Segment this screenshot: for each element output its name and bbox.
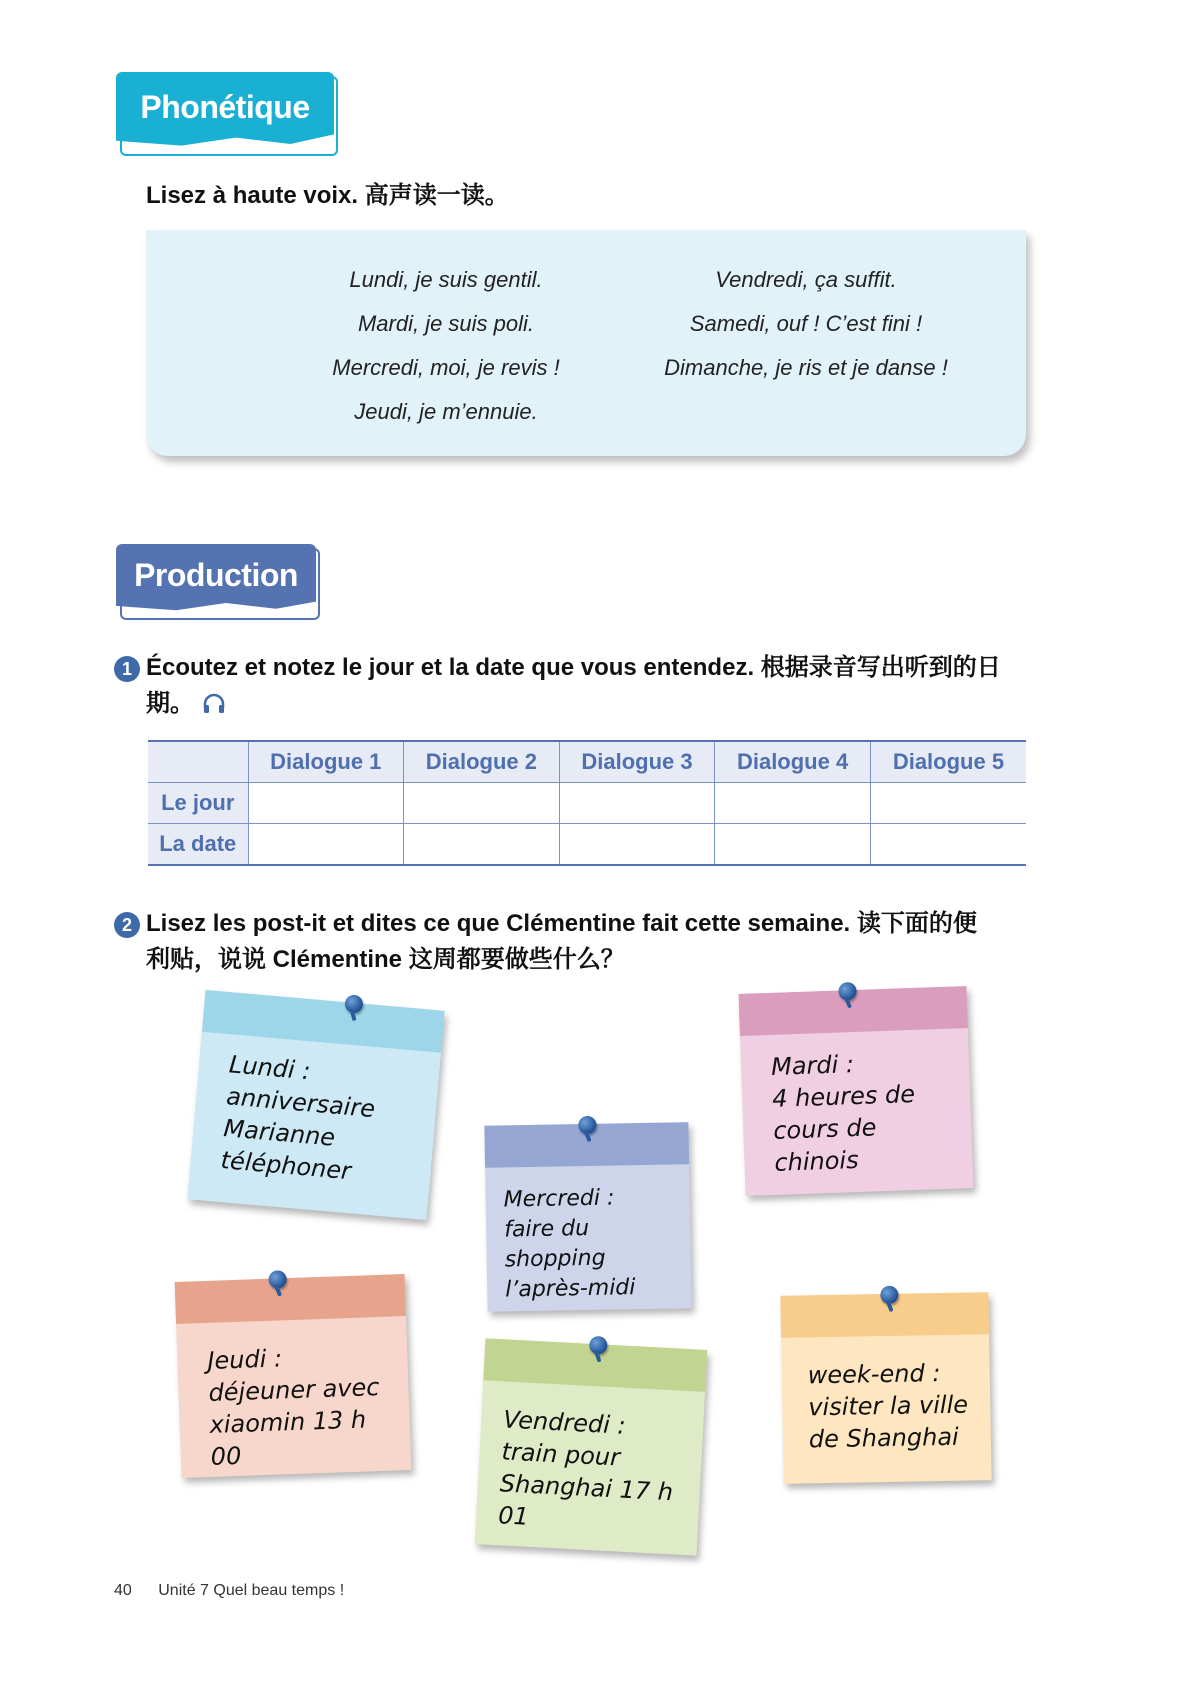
table-cell-input[interactable] — [715, 824, 871, 866]
table-column-header: Dialogue 2 — [404, 741, 560, 783]
postit-lundi — [187, 990, 444, 1220]
section-badge-production — [116, 544, 316, 616]
exercise-number: 2 — [114, 912, 140, 938]
table-cell-input[interactable] — [248, 824, 404, 866]
table-cell-input[interactable] — [248, 783, 404, 824]
date-table — [148, 740, 1026, 866]
postit-text: Mardi : 4 heures de cours de chinois — [770, 1050, 916, 1177]
table-column-header: Dialogue 1 — [248, 741, 404, 783]
poem-line: Samedi, ouf ! C’est fini ! — [689, 311, 923, 336]
unit-title: Unité 7 Quel beau temps ! — [158, 1582, 345, 1599]
page-footer — [114, 1582, 344, 1600]
postit-mercredi — [484, 1122, 691, 1312]
poem-line: Jeudi, je m’ennuie. — [354, 399, 538, 424]
table-row-header: La date — [148, 824, 248, 866]
postit-strip — [202, 990, 445, 1053]
table-cell-input[interactable] — [870, 824, 1026, 866]
section-title: Phonétique — [140, 88, 310, 125]
instruction-line: Lisez les post-it et dites ce que Clémentine fait cette semaine. 读下面的便 — [146, 910, 977, 937]
exercise-1-instruction — [146, 650, 1046, 722]
table-row-header: Le jour — [148, 783, 248, 824]
table-cell-input[interactable] — [404, 783, 560, 824]
headphones-icon[interactable] — [202, 692, 226, 716]
postit-week-end — [780, 1292, 991, 1484]
postit-text: Jeudi : déjeuner avec xiaomin 13 h 00 — [206, 1344, 380, 1471]
table-cell-input[interactable] — [715, 783, 871, 824]
table-header-row — [148, 741, 1026, 783]
postit-text: Mercredi : faire du shopping l’après-midi — [503, 1185, 636, 1303]
poem-line: Mardi, je suis poli. — [357, 311, 535, 336]
instruction-line: 期。 — [146, 690, 194, 717]
table-column-header: Dialogue 3 — [559, 741, 715, 783]
poem-line: Dimanche, je ris et je danse ! — [664, 355, 948, 380]
postit-strip — [175, 1274, 406, 1324]
table-row — [148, 824, 1026, 866]
table-column-header: Dialogue 5 — [870, 741, 1026, 783]
postit-vendredi — [475, 1338, 707, 1555]
poem-line: Vendredi, ça suffit. — [715, 267, 897, 292]
section-badge-phonetique — [116, 72, 334, 152]
table-cell-input[interactable] — [559, 783, 715, 824]
phonetique-instruction: Lisez à haute voix. 高声读一读。 — [146, 182, 509, 209]
table-cell-input[interactable] — [404, 824, 560, 866]
postit-text: Vendredi : train pour Shanghai 17 h 01 — [497, 1405, 674, 1531]
poem-column-right — [626, 258, 986, 390]
poem-box — [146, 230, 1026, 456]
exercise-number: 1 — [114, 656, 140, 682]
table-corner-cell — [148, 741, 248, 783]
page-number: 40 — [114, 1582, 132, 1599]
poem-column-left — [266, 258, 626, 434]
exercise-2-instruction — [146, 906, 1046, 978]
poem-line: Mercredi, moi, je revis ! — [332, 355, 560, 380]
postit-text: week-end : visiter la ville de Shanghai — [807, 1359, 969, 1454]
table-cell-input[interactable] — [559, 824, 715, 866]
table-cell-input[interactable] — [870, 783, 1026, 824]
postit-mardi — [739, 986, 974, 1196]
postit-text: Lundi : anniversaire Marianne téléphoner — [219, 1050, 377, 1186]
table-row — [148, 783, 1026, 824]
table-column-header: Dialogue 4 — [715, 741, 871, 783]
section-title: Production — [134, 556, 298, 593]
instruction-line: 利贴，说说 Clémentine 这周都要做些什么？ — [146, 946, 625, 973]
postit-jeudi — [175, 1274, 412, 1478]
poem-line: Lundi, je suis gentil. — [349, 267, 543, 292]
instruction-line: Écoutez et notez le jour et la date que vous entendez. 根据录音写出听到的日 — [146, 654, 1001, 681]
